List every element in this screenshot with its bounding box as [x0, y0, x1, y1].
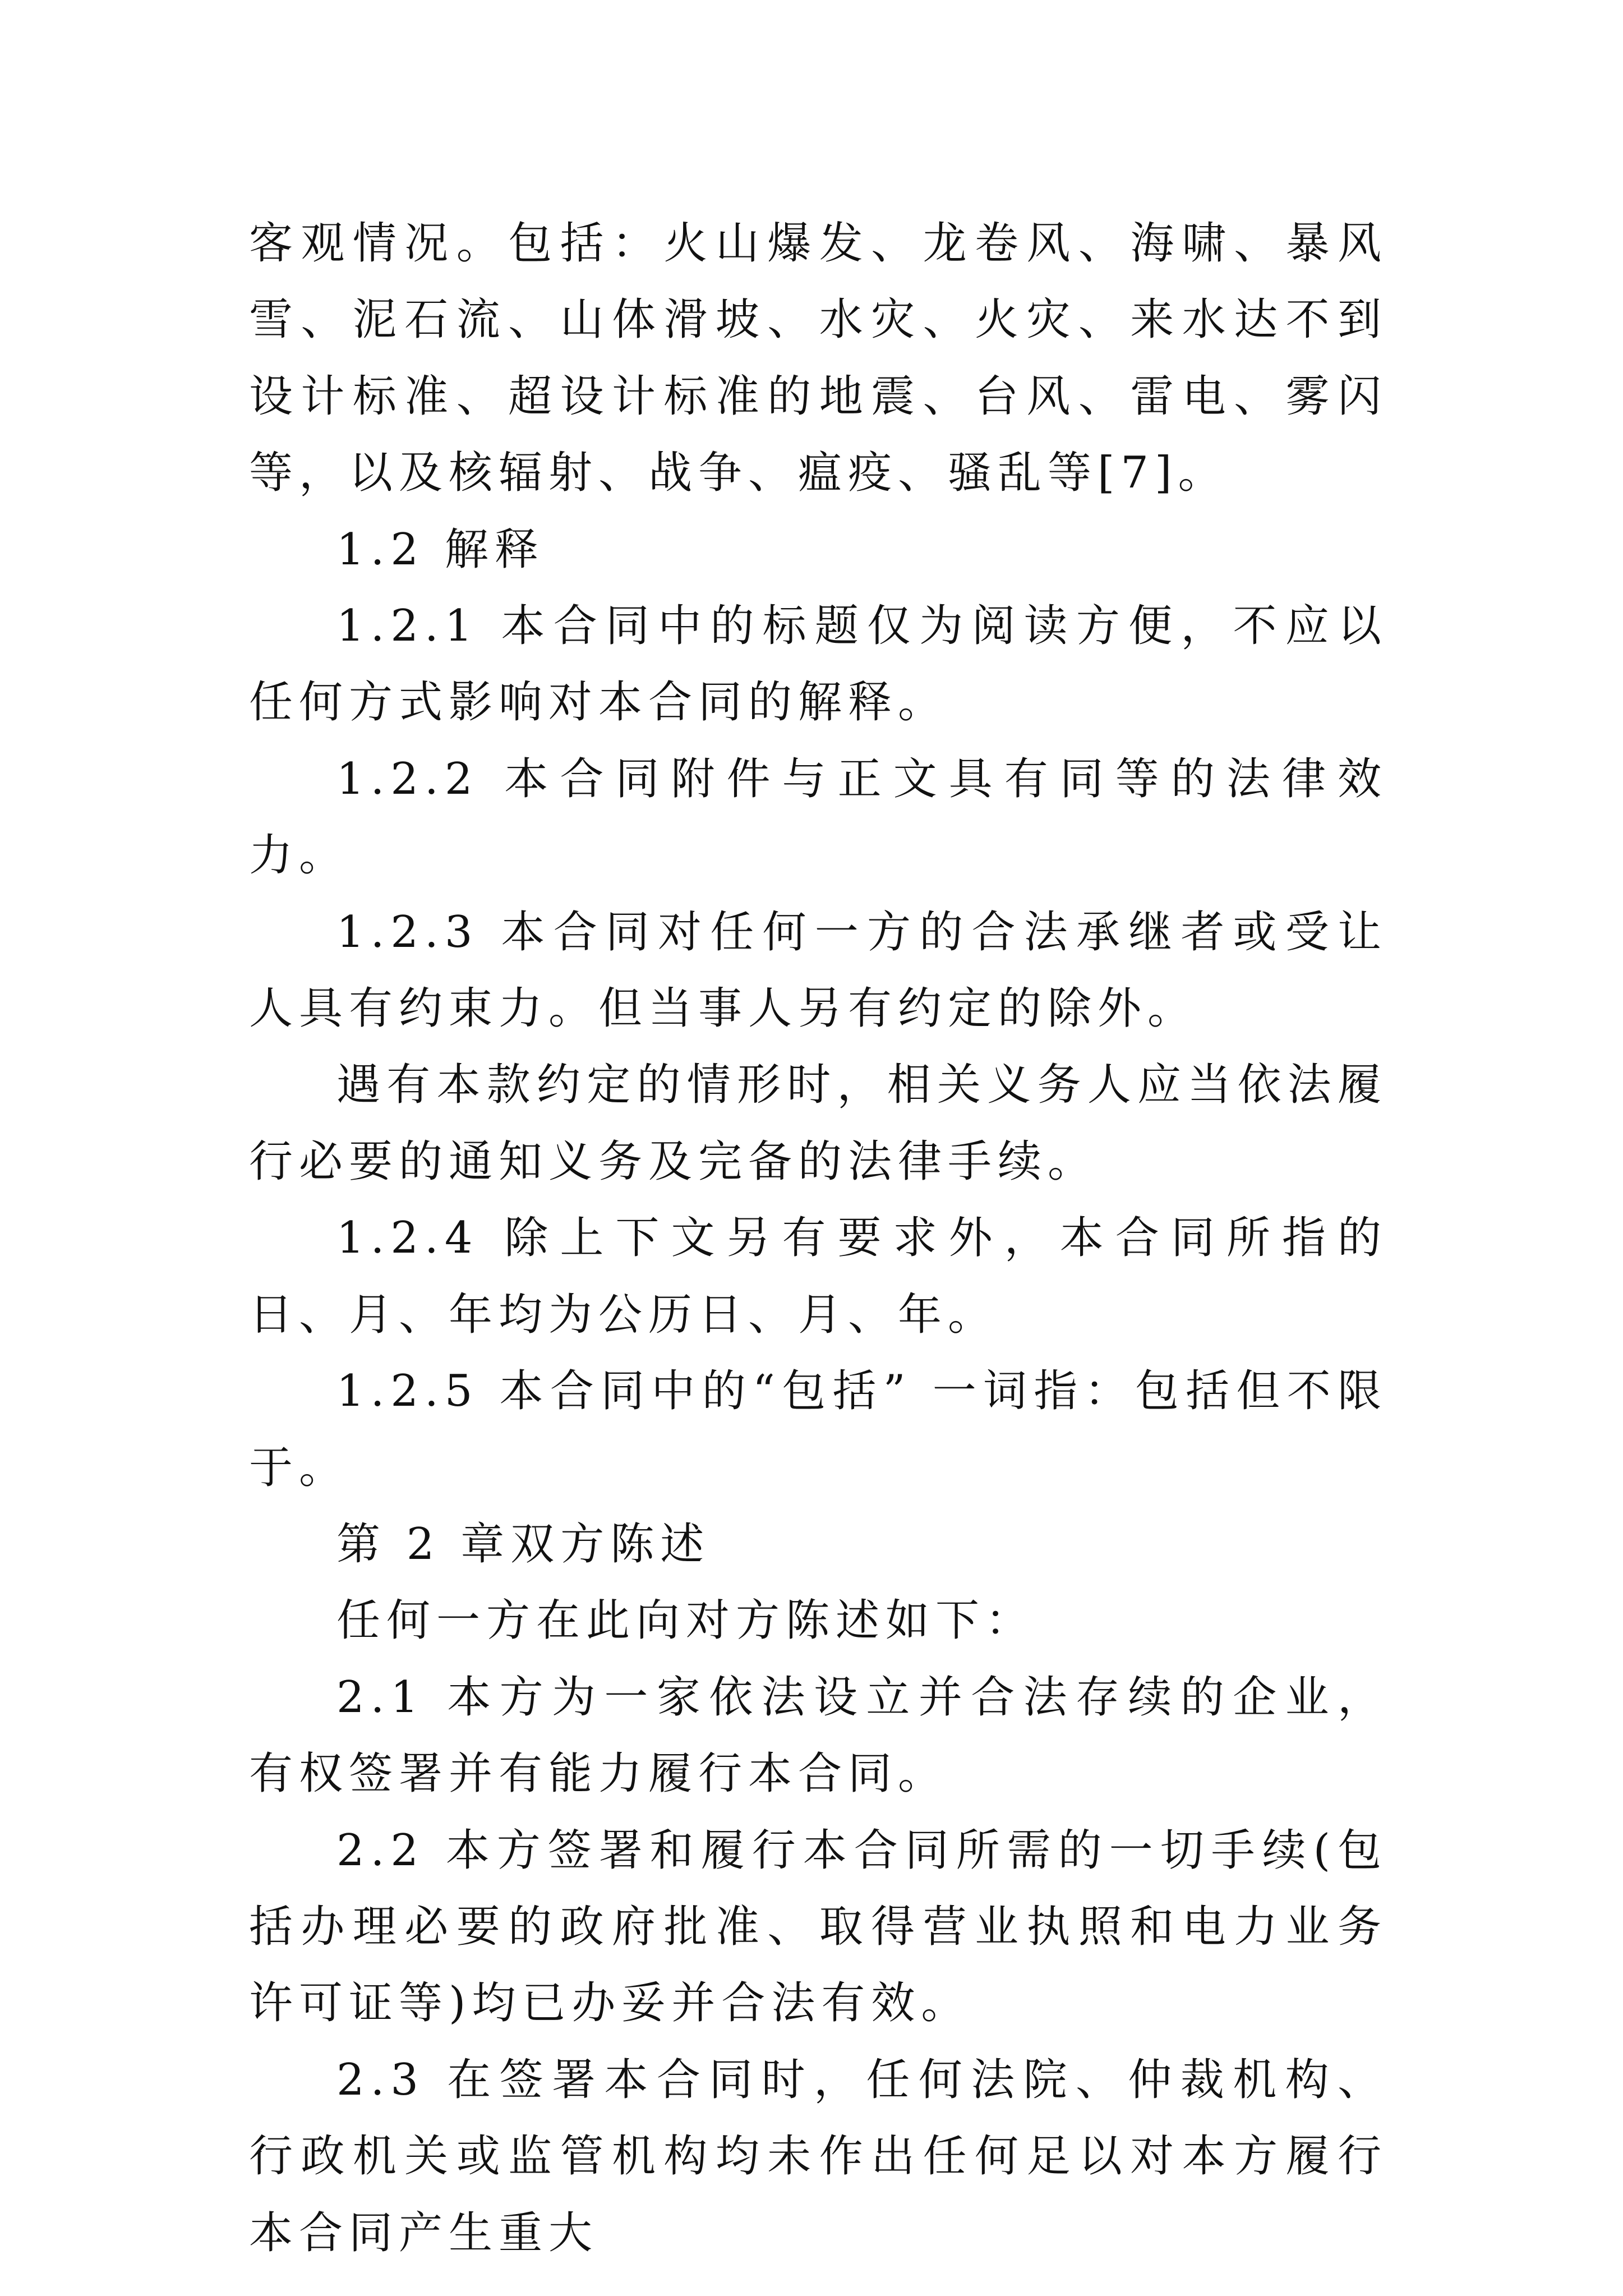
chapter-2-intro: 任何一方在此向对方陈述如下： [336, 1595, 1036, 1646]
clause-1-2-4: 1.2.4 除上下文另有要求外，本合同所指的日、月、年均为公历日、月、年。 [249, 1213, 1387, 1340]
paragraph-force-majeure-continued: 客观情况。包括：火山爆发、龙卷风、海啸、暴风雪、泥石流、山体滑坡、水灾、火灾、来水达不到设计标准、超设计标准的地震、台风、雷电、雾闪等，以及核辐射、战争、瘟疫、骚乱等[7]。 [249, 218, 1387, 499]
heading-1-2: 1.2 解释 [336, 524, 545, 575]
clause-2-2: 2.2 本方签署和履行本合同所需的一切手续(包括办理必要的政府批准、取得营业执照和电力业务许可证等)均已办妥并合法有效。 [249, 1825, 1387, 2029]
clause-2-3: 2.3 在签署本合同时，任何法院、仲裁机构、行政机关或监管机构均未作出任何足以对本方履行本合同产生重大 [249, 2054, 1387, 2258]
clause-1-2-3-note: 遇有本款约定的情形时，相关义务人应当依法履行必要的通知义务及完备的法律手续。 [249, 1060, 1387, 1187]
clause-2-1: 2.1 本方为一家依法设立并合法存续的企业，有权签署并有能力履行本合同。 [249, 1672, 1387, 1800]
clause-1-2-1: 1.2.1 本合同中的标题仅为阅读方便，不应以任何方式影响对本合同的解释。 [249, 601, 1387, 728]
chapter-2-heading: 第 2 章双方陈述 [336, 1519, 711, 1570]
clause-1-2-2: 1.2.2 本合同附件与正文具有同等的法律效力。 [249, 753, 1387, 881]
clause-1-2-5: 1.2.5 本合同中的“包括” 一词指：包括但不限于。 [249, 1366, 1387, 1493]
clause-1-2-3: 1.2.3 本合同对任何一方的合法承继者或受让人具有约束力。但当事人另有约定的除外。 [249, 907, 1387, 1034]
document-body [249, 205, 1387, 2271]
